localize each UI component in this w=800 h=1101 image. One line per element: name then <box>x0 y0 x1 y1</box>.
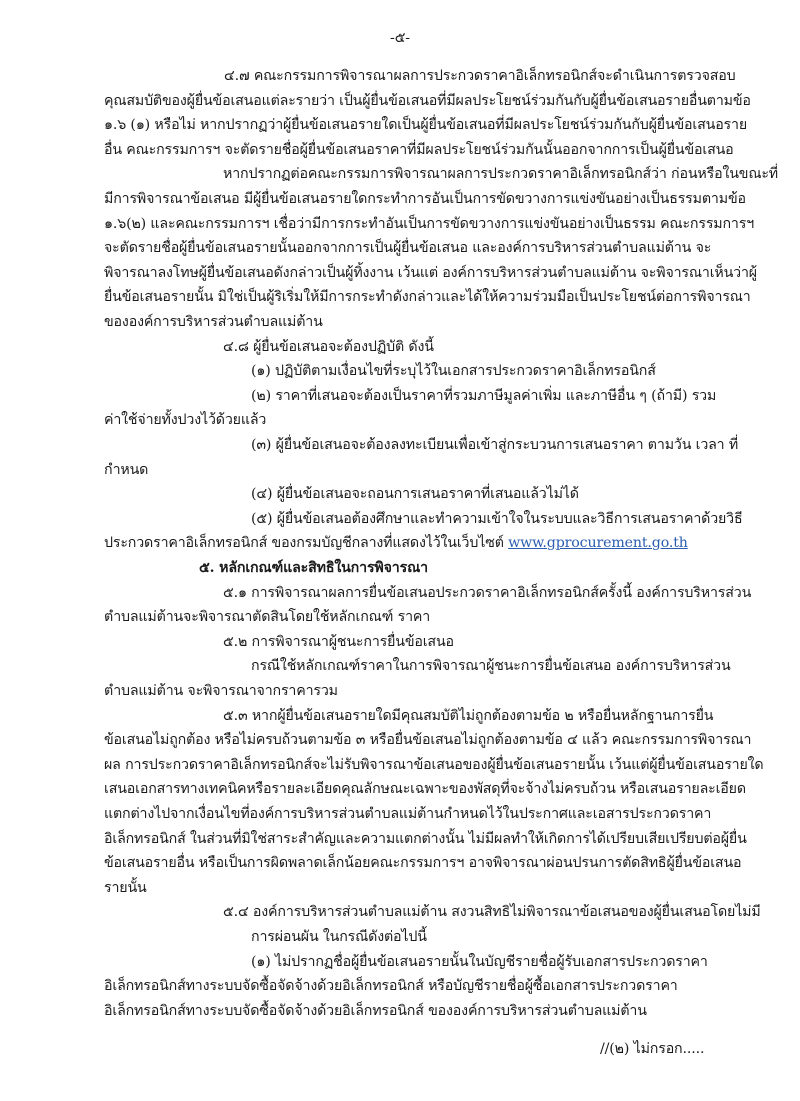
paragraph-line: รายนั้น <box>104 880 147 896</box>
paragraph-line: คุณสมบัติของผู้ยื่นข้อเสนอแต่ละรายว่า เป็นผู้ยื่นข้อเสนอที่มีผลประโยชน์ร่วมกันกับผู้ยื่นข้อเสนอรายอื่นตามข้อ <box>104 93 751 109</box>
paragraph-line: ค่าใช้จ่ายทั้งปวงไว้ด้วยแล้ว <box>104 412 267 428</box>
paragraph-line: เสนอเอกสารทางเทคนิคหรือรายละเอียดคุณลักษณะเฉพาะของพัสดุที่จะจ้างไม่ครบถ้วน หรือเสนอรายละเอียด <box>104 781 746 797</box>
paragraph-line: อิเล็กทรอนิกส์ทางระบบจัดซื้อจัดจ้างด้วยอิเล็กทรอนิกส์ หรือบัญชีรายชื่อผู้ซื้อเอกสารประกวดราคา <box>104 978 678 994</box>
paragraph-line: ๑.๖(๒) และคณะกรรมการฯ เชื่อว่ามีการกระทำอันเป็นการขัดขวางการแข่งขันอย่างเป็นธรรม คณะกรรมการฯ <box>104 216 755 232</box>
paragraph-line: ตำบลแม่ต้านจะพิจารณาตัดสินโดยใช้หลักเกณฑ์ ราคา <box>104 609 431 625</box>
paragraph-line: แตกต่างไปจากเงื่อนไขที่องค์การบริหารส่วนตำบลแม่ต้านกำหนดไว้ในประกาศและเอสารประกวดราคา <box>104 806 712 822</box>
paragraph-line: กรณีใช้หลักเกณฑ์ราคาในการพิจารณาผู้ชนะการยื่นข้อเสนอ องค์การบริหารส่วน <box>251 658 731 674</box>
paragraph-line: ๕.๔ องค์การบริหารส่วนตำบลแม่ต้าน สงวนสิทธิไม่พิจารณาข้อเสนอของผู้ยื่นเสนอโดยไม่มี <box>223 904 761 920</box>
section-heading: ๕. หลักเกณฑ์และสิทธิในการพิจารณา <box>199 560 428 576</box>
paragraph-line: อื่น คณะกรรมการฯ จะตัดรายชื่อผู้ยื่นข้อเสนอราคาที่มีผลประโยชน์ร่วมกันนั้นออกจากการเป็นผู้ยื่นข้อเสนอ <box>104 142 734 158</box>
paragraph-line: ข้อเสนอไม่ถูกต้อง หรือไม่ครบถ้วนตามข้อ ๓ หรือยื่นข้อเสนอไม่ถูกต้องตามข้อ ๔ แล้ว คณะกรรมการพิจารณา <box>104 732 752 748</box>
paragraph-line: ยื่นข้อเสนอรายนั้น มิใช่เป็นผู้ริเริ่มให้มีการกระทำดังกล่าวและได้ให้ความร่วมมือเป็นประโยชน์ต่อการพิจารณา <box>104 289 751 305</box>
list-item: (๑) ปฏิบัติตามเงื่อนไขที่ระบุไว้ในเอกสารประกวดราคาอิเล็กทรอนิกส์ <box>251 363 656 379</box>
paragraph-line: ขององค์การบริหารส่วนตำบลแม่ต้าน <box>104 314 323 330</box>
page-number: -๕- <box>390 30 410 46</box>
paragraph-line: มีการพิจารณาข้อเสนอ มีผู้ยื่นข้อเสนอรายใดกระทำการอันเป็นการขัดขวางการแข่งขันอย่างเป็นธรรมตามข้อ <box>104 191 746 207</box>
list-item: (๒) ราคาที่เสนอจะต้องเป็นราคาที่รวมภาษีมูลค่าเพิ่ม และภาษีอื่น ๆ (ถ้ามี) รวม <box>251 388 717 404</box>
list-item: (๓) ผู้ยื่นข้อเสนอจะต้องลงทะเบียนเพื่อเข้าสู่กระบวนการเสนอราคา ตามวัน เวลา ที่ <box>251 437 739 453</box>
paragraph-line: ๕.๓ หากผู้ยื่นข้อเสนอรายใดมีคุณสมบัติไม่ถูกต้องตามข้อ ๒ หรือยื่นหลักฐานการยื่น <box>223 708 714 724</box>
paragraph-line: หากปรากฏต่อคณะกรรมการพิจารณาผลการประกวดราคาอิเล็กทรอนิกส์ว่า ก่อนหรือในขณะที่ <box>223 166 779 182</box>
section-heading: ๔.๘ ผู้ยื่นข้อเสนอจะต้องปฏิบัติ ดังนี้ <box>223 339 434 355</box>
paragraph-line <box>104 533 714 553</box>
paragraph-line: จะตัดรายชื่อผู้ยื่นข้อเสนอรายนั้นออกจากการเป็นผู้ยื่นข้อเสนอ และองค์การบริหารส่วนตำบลแม่ต้าน จะ <box>104 240 712 256</box>
paragraph-text: ประกวดราคาอิเล็กทรอนิกส์ ของกรมบัญชีกลางที่แสดงไว้ในเว็บไซต์ <box>104 535 509 551</box>
paragraph-line: ๕.๑ การพิจารณาผลการยื่นข้อเสนอประกวดราคาอิเล็กทรอนิกส์ครั้งนี้ องค์การบริหารส่วน <box>223 585 752 601</box>
paragraph-line: กำหนด <box>104 462 149 478</box>
paragraph-line: ๔.๗ คณะกรรมการพิจารณาผลการประกวดราคาอิเล็กทรอนิกส์จะดำเนินการตรวจสอบ <box>224 68 736 84</box>
list-item: (๑) ไม่ปรากฏชื่อผู้ยื่นข้อเสนอรายนั้นในบัญชีรายชื่อผู้รับเอกสารประกวดราคา <box>251 954 708 970</box>
list-item: (๕) ผู้ยื่นข้อเสนอต้องศึกษาและทำความเข้าใจในระบบและวิธีการเสนอราคาด้วยวิธี <box>251 511 743 527</box>
list-item: (๔) ผู้ยื่นข้อเสนอจะถอนการเสนอราคาที่เสนอแล้วไม่ได้ <box>251 486 579 502</box>
website-link[interactable]: www.gprocurement.go.th <box>508 535 688 551</box>
paragraph-line: อิเล็กทรอนิกส์ทางระบบจัดซื้อจัดจ้างด้วยอิเล็กทรอนิกส์ ขององค์การบริหารส่วนตำบลแม่ต้าน <box>104 1003 647 1019</box>
paragraph-line: ๑.๖ (๑) หรือไม่ หากปรากฏว่าผู้ยื่นข้อเสนอรายใดเป็นผู้ยื่นข้อเสนอที่มีผลประโยชน์ร่วมกันกับผู้ยื่นข้อเสนอราย <box>104 117 748 133</box>
paragraph-line: การผ่อนผัน ในกรณีดังต่อไปนี้ <box>251 929 427 945</box>
paragraph-line: ข้อเสนอรายอื่น หรือเป็นการผิดพลาดเล็กน้อยคณะกรรมการฯ อาจพิจารณาผ่อนปรนการตัดสิทธิผู้ยื่นข้อเสนอ <box>104 855 742 871</box>
continuation-marker: //(๒) ไม่กรอก..... <box>600 1041 705 1057</box>
paragraph-line: อิเล็กทรอนิกส์ ในส่วนที่มิใช่สาระสำคัญและความแตกต่างนั้น ไม่มีผลทำให้เกิดการได้เปรียบเสียเปรียบต่อผู้ยื่น <box>104 831 747 847</box>
subsection-heading: ๕.๒ การพิจารณาผู้ชนะการยื่นข้อเสนอ <box>223 634 454 650</box>
paragraph-line: ตำบลแม่ต้าน จะพิจารณาจากราคารวม <box>104 683 338 699</box>
paragraph-line: พิจารณาลงโทษผู้ยื่นข้อเสนอดังกล่าวเป็นผู้ทิ้งงาน เว้นแต่ องค์การบริหารส่วนตำบลแม่ต้าน จะพิจารณาเห็นว่าผู้ <box>104 265 757 281</box>
paragraph-line: ผล การประกวดราคาอิเล็กทรอนิกส์จะไม่รับพิจารณาข้อเสนอของผู้ยื่นข้อเสนอรายนั้น เว้นแต่ผู้ยื่นข้อเสนอรายใด <box>104 757 764 773</box>
